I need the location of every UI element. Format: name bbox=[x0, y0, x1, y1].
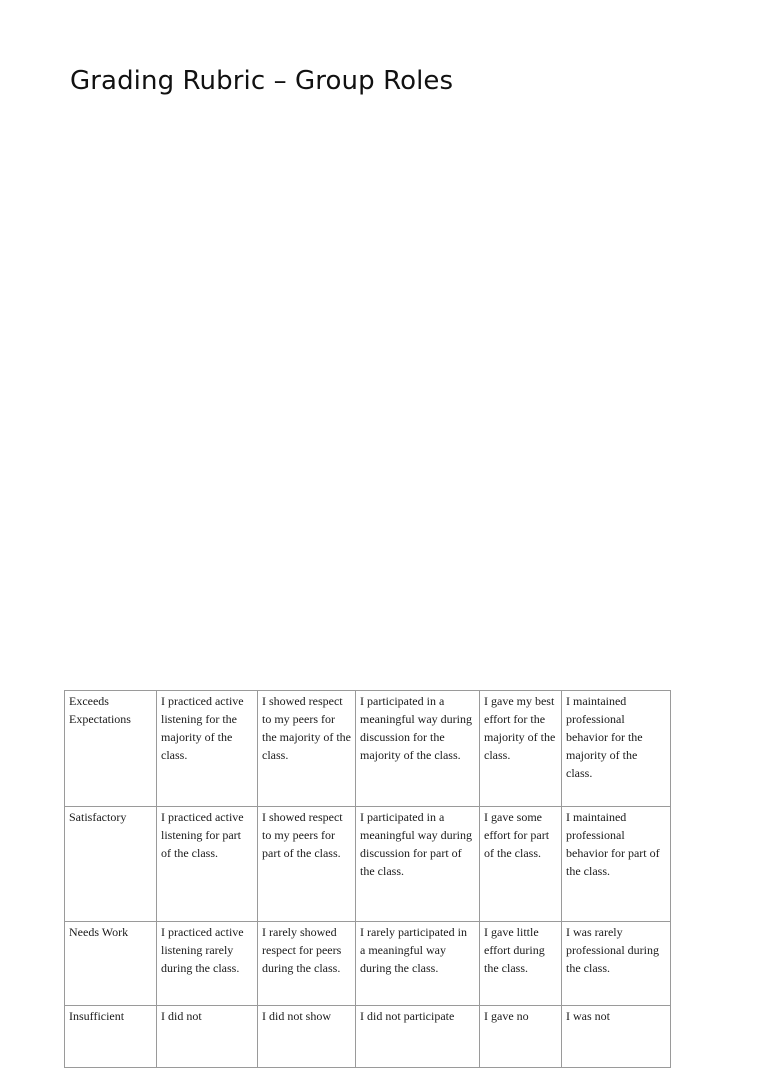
table-row bbox=[65, 807, 671, 922]
rubric-cell bbox=[157, 691, 258, 807]
rubric-cell-text: I maintained professional behavior for the majority of the class. bbox=[566, 694, 643, 780]
rubric-cell-text: I was rarely professional during the class. bbox=[566, 925, 659, 975]
rubric-cell-text: I did not bbox=[161, 1009, 202, 1023]
rubric-cell bbox=[258, 807, 356, 922]
rubric-level-cell bbox=[65, 922, 157, 1006]
rubric-cell-text: I maintained professional behavior for part of the class. bbox=[566, 810, 660, 878]
table-row bbox=[65, 1006, 671, 1068]
rubric-level-label: Exceeds Expectations bbox=[69, 694, 131, 726]
rubric-cell-text: I practiced active listening rarely during the class. bbox=[161, 925, 244, 975]
rubric-cell bbox=[157, 807, 258, 922]
table-row bbox=[65, 922, 671, 1006]
rubric-cell-text: I participated in a meaningful way during discussion for part of the class. bbox=[360, 810, 472, 878]
table-row bbox=[65, 691, 671, 807]
rubric-level-label: Needs Work bbox=[69, 925, 129, 939]
rubric-level-cell bbox=[65, 691, 157, 807]
rubric-cell-text: I gave little effort during the class. bbox=[484, 925, 545, 975]
page-title: Grading Rubric – Group Roles bbox=[70, 66, 454, 96]
rubric-cell-text: I participated in a meaningful way during discussion for the majority of the class. bbox=[360, 694, 472, 762]
rubric-cell bbox=[157, 922, 258, 1006]
rubric-cell-text: I did not participate bbox=[360, 1009, 455, 1023]
rubric-cell bbox=[356, 807, 480, 922]
rubric-cell-text: I rarely showed respect for peers during the class. bbox=[262, 925, 342, 975]
rubric-cell-text: I gave some effort for part of the class. bbox=[484, 810, 550, 860]
rubric-cell-text: I did not show bbox=[262, 1009, 331, 1023]
rubric-cell-text: I was not bbox=[566, 1009, 610, 1023]
rubric-cell bbox=[562, 807, 671, 922]
rubric-cell bbox=[480, 807, 562, 922]
rubric-cell bbox=[480, 691, 562, 807]
rubric-cell-text: I practiced active listening for part of the class. bbox=[161, 810, 244, 860]
rubric-cell bbox=[258, 691, 356, 807]
rubric-cell bbox=[562, 691, 671, 807]
rubric-cell bbox=[480, 1006, 562, 1068]
rubric-cell bbox=[356, 1006, 480, 1068]
rubric-cell bbox=[258, 1006, 356, 1068]
rubric-cell bbox=[356, 922, 480, 1006]
rubric-cell-text: I showed respect to my peers for the majority of the class. bbox=[262, 694, 351, 762]
rubric-cell bbox=[562, 922, 671, 1006]
rubric-cell bbox=[157, 1006, 258, 1068]
rubric-cell bbox=[258, 922, 356, 1006]
rubric-cell-text: I practiced active listening for the majority of the class. bbox=[161, 694, 244, 762]
rubric-level-cell bbox=[65, 1006, 157, 1068]
rubric-cell-text: I gave no bbox=[484, 1009, 529, 1023]
rubric-level-label: Insufficient bbox=[69, 1009, 125, 1023]
rubric-cell bbox=[562, 1006, 671, 1068]
rubric-cell-text: I rarely participated in a meaningful way during the class. bbox=[360, 925, 467, 975]
rubric-cell bbox=[480, 922, 562, 1006]
rubric-cell-text: I showed respect to my peers for part of the class. bbox=[262, 810, 343, 860]
rubric-level-cell bbox=[65, 807, 157, 922]
rubric-level-label: Satisfactory bbox=[69, 810, 127, 824]
rubric-table bbox=[64, 690, 671, 1068]
rubric-cell-text: I gave my best effort for the majority of the class. bbox=[484, 694, 556, 762]
rubric-cell bbox=[356, 691, 480, 807]
